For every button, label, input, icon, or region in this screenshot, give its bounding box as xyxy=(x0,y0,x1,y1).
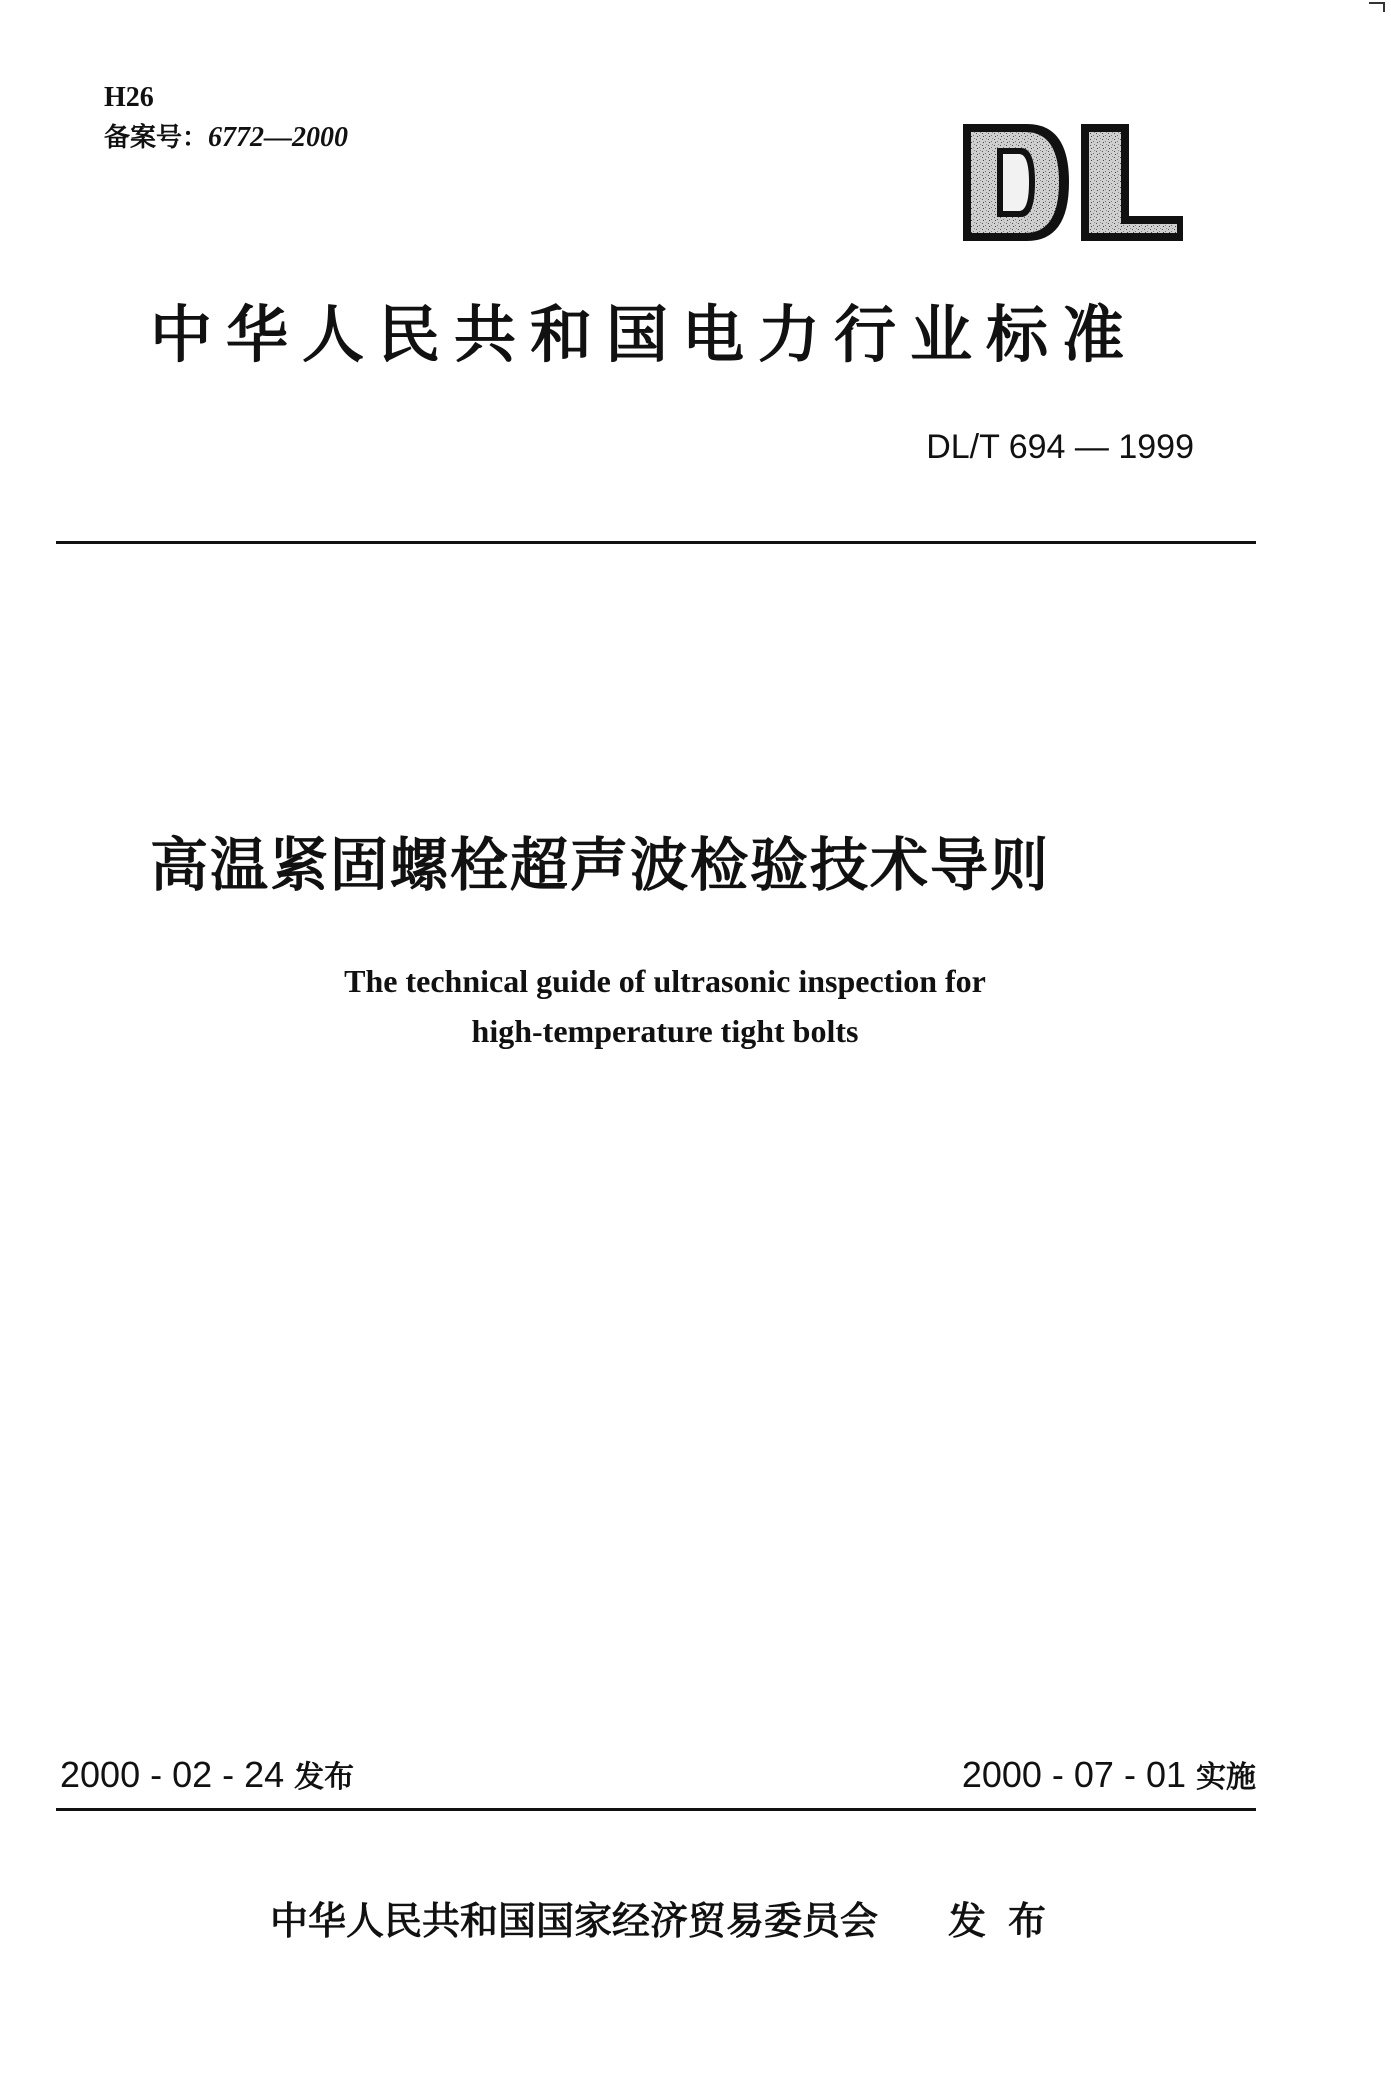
issue-date: 2000 - 02 - 24 xyxy=(60,1754,285,1795)
top-divider xyxy=(56,541,1256,544)
title-en-line-1: The technical guide of ultrasonic inspection for xyxy=(344,963,986,999)
dl-logo xyxy=(957,120,1187,245)
classification-block xyxy=(104,78,348,158)
issue-date-block xyxy=(60,1752,354,1796)
filing-number: 6772—2000 xyxy=(208,122,349,153)
issue-label: 发布 xyxy=(294,1760,355,1795)
implementation-date-block xyxy=(962,1752,1256,1796)
filing-record xyxy=(104,118,348,158)
classification-code: H26 xyxy=(104,82,154,113)
title-en-line-2: high-temperature tight bolts xyxy=(471,1013,859,1049)
implementation-date: 2000 - 07 - 01 xyxy=(961,1754,1186,1795)
publisher-name: 中华人民共和国国家经济贸易委员会 xyxy=(270,1899,879,1943)
publisher-row xyxy=(270,1890,1068,1945)
bottom-divider xyxy=(56,1808,1256,1811)
document-title-cn: 高温紧固螺栓超声波检验技术导则 xyxy=(150,831,1051,899)
logo-text: DL xyxy=(957,120,959,121)
industry-standard-title: 中华人民共和国电力行业标准 xyxy=(150,298,1139,371)
document-title-en xyxy=(200,956,1130,1056)
date-row xyxy=(60,1752,1256,1804)
filing-label: 备案号： xyxy=(104,123,209,153)
implementation-label: 实施 xyxy=(1196,1760,1256,1795)
corner-mark xyxy=(1369,2,1385,12)
standard-number: DL/T 694 — 1999 xyxy=(926,428,1194,466)
publisher-action: 发布 xyxy=(948,1899,1069,1943)
